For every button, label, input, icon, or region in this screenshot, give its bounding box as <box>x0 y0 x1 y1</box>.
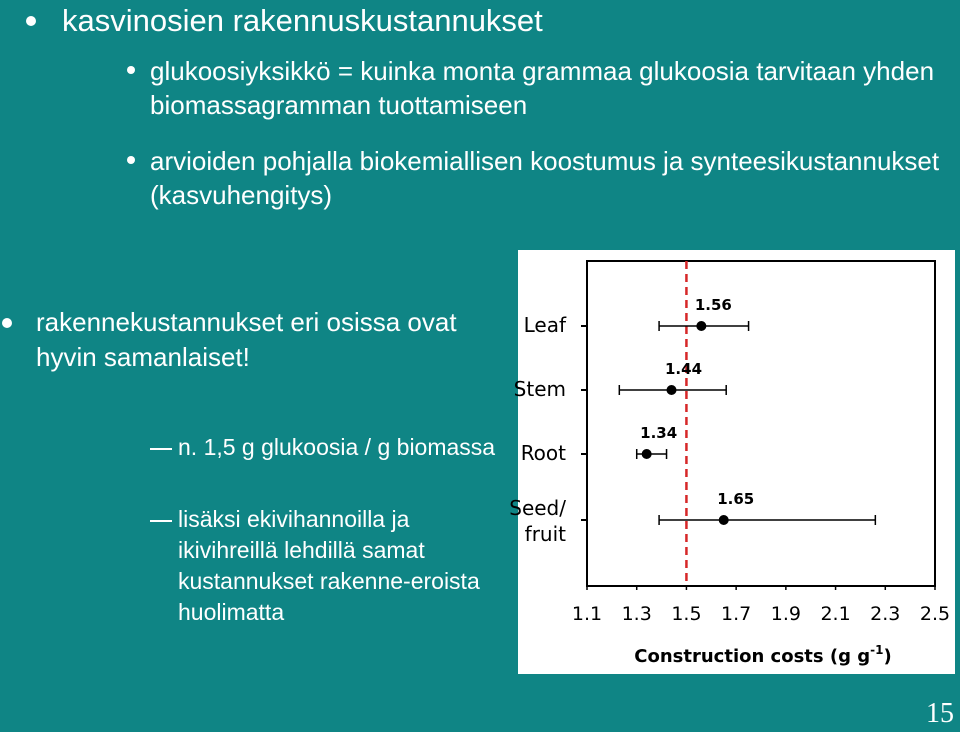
dash-marker <box>150 448 172 450</box>
page-number: 15 <box>926 698 954 729</box>
sub-bullet-2: arvioiden pohjalla biokemiallisen koostumus ja synteesikustannukset (kasvuhengitys) <box>150 146 940 210</box>
data-point <box>642 449 652 459</box>
category-label: Stem <box>513 377 566 401</box>
main-bullet-2: rakennekustannukset eri osissa ovat hyvin samanlaiset! <box>36 307 457 372</box>
x-axis-label: Construction costs (g $g^{-1}$) <box>634 643 892 667</box>
value-label: 1.65 <box>717 490 755 508</box>
value-label: 1.44 <box>665 360 703 378</box>
x-tick-label: 1.7 <box>721 603 752 625</box>
slide-title: kasvinosien rakennuskustannukset <box>62 3 543 38</box>
main-bullet-marker <box>2 318 12 328</box>
category-label: Root <box>520 441 566 465</box>
category-label: Leaf <box>523 313 566 337</box>
x-tick-label: 1.3 <box>621 603 652 625</box>
dash-item-1: n. 1,5 g glukoosia / g biomassa <box>178 434 496 460</box>
x-tick-label: 1.5 <box>671 603 702 625</box>
value-label: 1.34 <box>640 424 678 442</box>
data-point <box>696 321 706 331</box>
dash-item-2: lisäksi ekivihannoilla ja ikivihreillä lehdillä samat kustannukset rakenne-eroista huolimatta <box>178 506 480 625</box>
data-point <box>719 515 729 525</box>
x-tick-label: 2.1 <box>820 603 851 625</box>
category-label: fruit <box>524 522 566 546</box>
title-bullet <box>26 16 36 26</box>
data-point <box>667 385 677 395</box>
x-tick-label: 2.5 <box>919 603 951 625</box>
category-label: Seed/ <box>509 496 566 520</box>
sub-bullet-marker <box>127 156 135 164</box>
sub-bullet-marker <box>127 66 135 74</box>
sub-bullet-1: glukoosiyksikkö = kuinka monta grammaa glukoosia tarvitaan yhden biomassagramman tuottamiseen <box>150 56 935 120</box>
chart-svg <box>509 250 955 674</box>
value-label: 1.56 <box>694 296 732 314</box>
x-tick-label: 1.1 <box>571 603 603 625</box>
x-tick-label: 1.9 <box>770 603 801 625</box>
dash-marker <box>150 520 172 522</box>
construction-cost-chart <box>509 250 955 674</box>
x-tick-label: 2.3 <box>870 603 901 625</box>
